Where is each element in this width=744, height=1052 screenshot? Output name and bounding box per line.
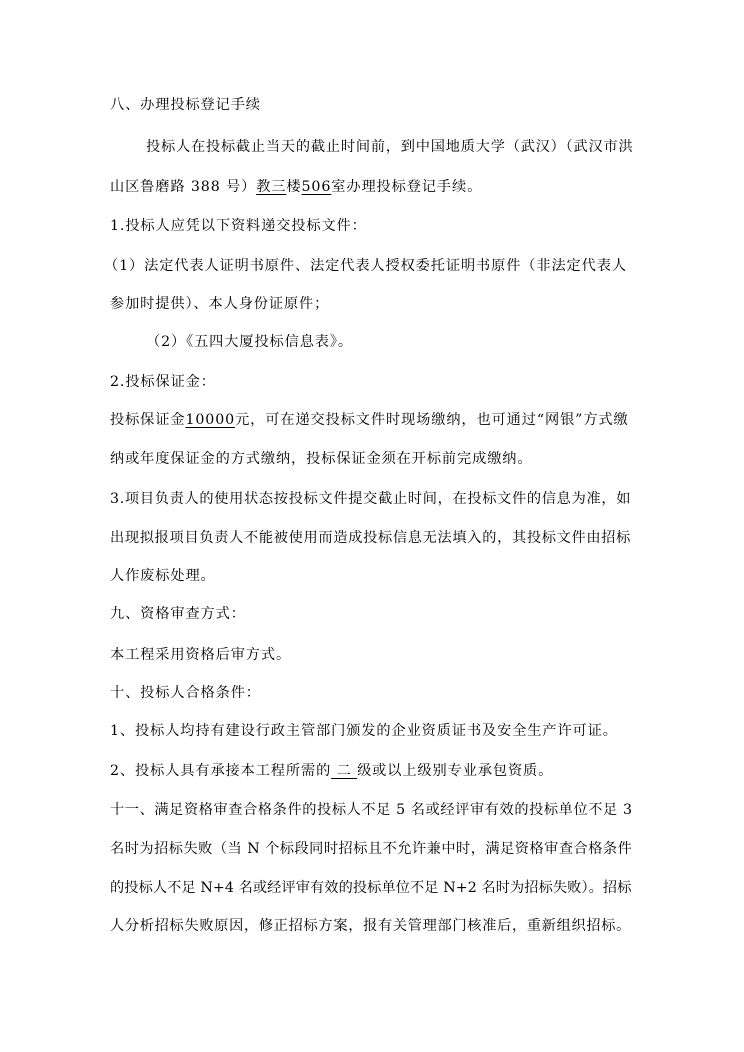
item-2-line [110,410,634,430]
item-1-1-line: （1）法定代表人证明书原件、法定代表人授权委托证明书原件（非法定代表人 [104,258,627,274]
section-9-heading: 九、资格审查方式： [110,606,246,622]
item-2-line: 纳或年度保证金的方式缴纳，投标保证金须在开标前完成缴纳。 [110,451,533,467]
section-11-line: 名时为招标失败（当 N 个标段同时招标且不允许兼中时，满足资格审查合格条件 [110,841,633,857]
section-9-text: 本工程采用资格后审方式。 [110,647,292,663]
section-11-line: 十一、满足资格审查合格条件的投标人不足 5 名或经评审有效的投标单位不足 3 [110,802,633,818]
text-span: 级或以上级别专业承包资质。 [357,763,554,779]
section-10-heading: 十、投标人合格条件： [110,685,261,701]
text-span: 山区鲁磨路 388 号） [110,179,257,195]
section-11-line: 的投标人不足 N+4 名或经评审有效的投标单位不足 N+2 名时为招标失败）。招标 [110,880,632,896]
section-10-item-2 [110,761,634,781]
item-1-2: （2）《五四大厦投标信息表》。 [146,334,353,350]
section-11-line: 人分析招标失败原因，修正招标方案，报有关管理部门核准后，重新组织招标。 [110,918,632,934]
item-3-line: 人作废标处理。 [110,568,216,584]
item-1: 1.投标人应凭以下资料递交投标文件： [110,218,367,234]
text-span: 元，可在递交投标文件时现场缴纳，也可通过“网银”方式缴 [235,412,629,428]
underlined-grade: 二 [331,763,358,779]
underlined-building: 教三 [256,179,287,195]
item-3-line: 出现拟报项目负责人不能被使用而造成投标信息无法填入的，其投标文件由招标 [110,530,632,546]
text-span: 投标保证金 [110,412,186,428]
underlined-amount: 10000 [185,412,236,428]
text-span: 2、投标人具有承接本工程所需的 [110,763,332,779]
paragraph-line: 投标人在投标截止当天的截止时间前，到中国地质大学（武汉）（武汉市洪 [146,139,634,155]
section-10-item-1: 1、投标人均持有建设行政主管部门颁发的企业资质证书及安全生产许可证。 [110,723,618,739]
text-span: 楼 [286,179,302,195]
item-3-line: 3.项目负责人的使用状态按投标文件提交截止时间，在投标文件的信息为准，如 [110,491,632,507]
section-8-heading: 八、办理投标登记手续 [110,97,261,113]
item-2: 2.投标保证金： [110,374,216,390]
text-span: 室办理投标登记手续。 [331,179,483,195]
paragraph-line [110,177,634,197]
item-1-1-line: 参加时提供）、本人身份证原件； [110,296,330,312]
underlined-room: 506 [301,179,332,195]
